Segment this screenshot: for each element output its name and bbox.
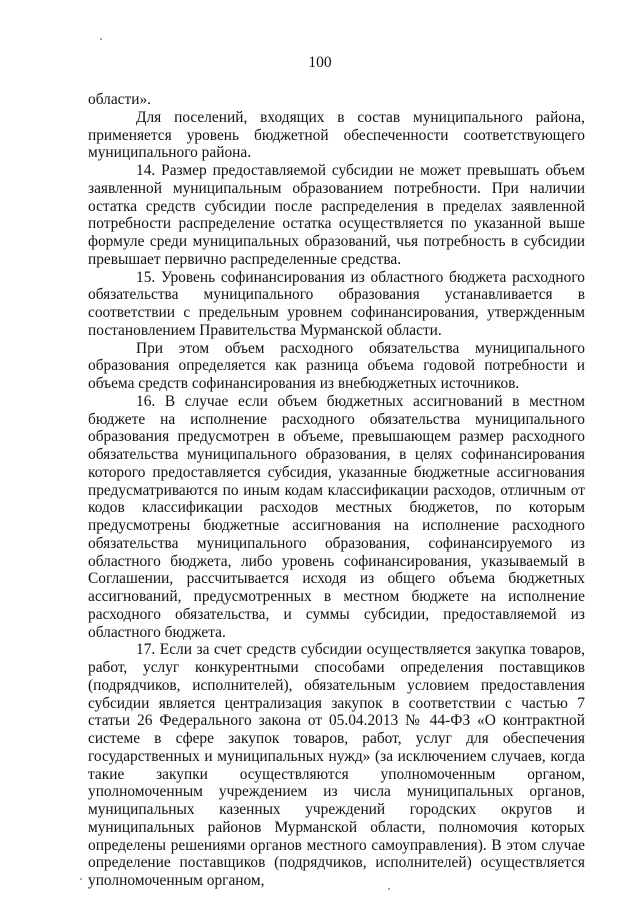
paragraph-item-17: 17. Если за счет средств субсидии осуществляется закупка товаров, работ, услуг конкурентными способами определения поставщиков (подрядчиков, исполнителей), обязательным условием предоставления субсидии является централизация закупок в соответствии с частью 7 статьи 26 Федерального закона от 05.04.2013 № 44-ФЗ «О контрактной системе в сфере закупок товаров, работ, услуг для обеспечения государственных и муниципальных нужд» (за исключением случаев, когда такие закупки осуществляются уполномоченным органом, уполномоченным учреждением из числа муниципальных органов, муниципальных казенных учреждений городских округов и муниципальных районов Мурманской области, полномочия которых определены решениями органов местного самоуправления). В этом случае определение поставщиков (подрядчиков, исполнителей) осуществляется уполномоченным органом,: [88, 641, 585, 889]
paragraph-settlements: Для поселений, входящих в состав муниципального района, применяется уровень бюджетной обеспеченности соответствующего муниципального района.: [88, 108, 585, 162]
scan-speck: [80, 878, 82, 880]
paragraph-continuation: области».: [88, 91, 151, 108]
paragraph-item-16: 16. В случае если объем бюджетных ассигнований в местном бюджете на исполнение расходного обязательства муниципального образования предусмотрен в объеме, превышающем размер расходного обязательства муниципального образования, в целях софинансирования которого предоставляется субсидия, указанные бюджетные ассигнования предусматриваются по иным кодам классификации расходов, отличным от кодов классификации расходов местных бюджетов, по которым предусмотрены бюджетные ассигнования на исполнение расходного обязательства муниципального образования, софинансируемого из областного бюджета, либо уровень софинансирования, указываемый в Соглашении, рассчитывается исходя из общего объема бюджетных ассигнований, предусмотренных в местном бюджете на исполнение расходного обязательства, и суммы субсидии, предоставляемой из областного бюджета.: [88, 392, 585, 641]
paragraph-item-15: 15. Уровень софинансирования из областного бюджета расходного обязательства муниципального образования устанавливается в соответствии с предельным уровнем софинансирования, утвержденным постановлением Правительства Мурманской области.: [88, 268, 585, 339]
paragraph-obligation-volume: При этом объем расходного обязательства муниципального образования определяется как разница объема годовой потребности и объема средств софинансирования из внебюджетных источников.: [88, 339, 585, 392]
paragraph-item-14: 14. Размер предоставляемой субсидии не может превышать объем заявленной муниципальным образованием потребности. При наличии остатка средств субсидии после распределения в пределах заявленной потребности распределение остатка осуществляется по указанной выше формуле среди муниципальных образований, чья потребность в субсидии превышает первично распределенные средства.: [88, 162, 585, 268]
scan-speck: [100, 38, 102, 40]
scan-speck: [388, 888, 390, 890]
page-number: 100: [308, 54, 332, 71]
document-body: [88, 91, 585, 890]
